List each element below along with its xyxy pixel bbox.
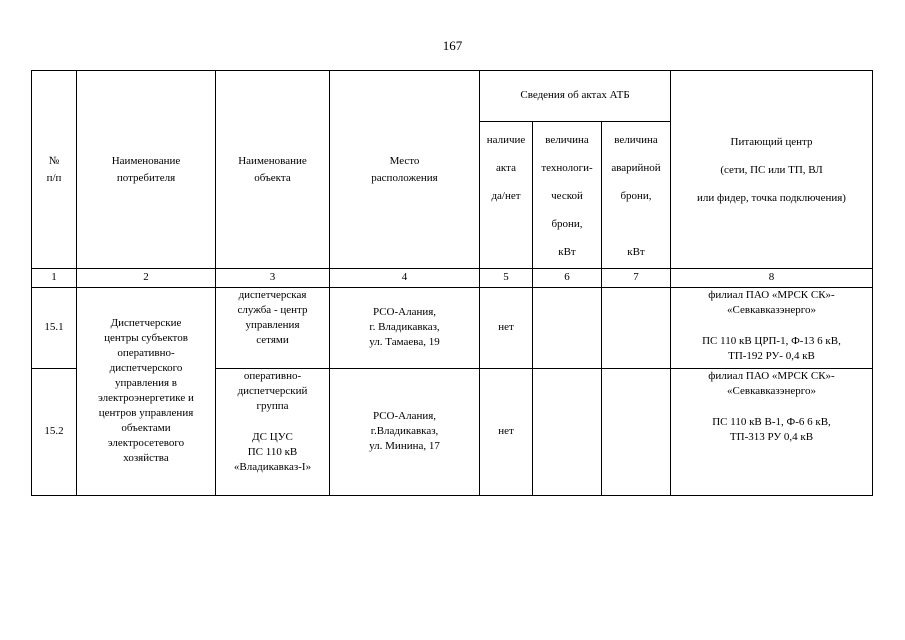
tech-reserve — [533, 287, 602, 368]
header-text: аварийной — [611, 161, 661, 174]
cell-text: ПС 110 кВ ЦРП-1, Ф-13 6 кВ, — [702, 334, 841, 347]
header-act — [480, 121, 533, 268]
header-text: технологи- — [541, 161, 593, 174]
header-text: Наименование — [238, 154, 307, 167]
cell-text: «Владикавказ-I» — [233, 460, 312, 473]
cell-text: Диспетчерские — [110, 317, 182, 330]
header-tech-reserve — [533, 121, 602, 268]
cell-text: хозяйства — [123, 452, 169, 465]
header-emergency-reserve — [602, 121, 671, 268]
header-text: Место — [389, 154, 420, 167]
cell-text: электроэнергетике и — [98, 392, 194, 405]
header-atb-group — [480, 71, 671, 122]
act-available: нет — [480, 368, 533, 495]
column-number: 6 — [533, 269, 602, 287]
cell-text: служба - центр — [237, 303, 308, 316]
column-number: 2 — [77, 269, 216, 287]
column-number: 4 — [330, 269, 480, 287]
cell-text: сетями — [256, 333, 289, 346]
cell-text: управления в — [115, 377, 177, 390]
cell-text: ДС ЦУС — [252, 430, 293, 443]
cell-text: оперативно- — [117, 347, 175, 360]
supply-center — [671, 368, 873, 495]
header-supply — [671, 71, 873, 269]
cell-text: «Севкавказэнерго» — [727, 384, 816, 397]
cell-text: группа — [256, 399, 289, 412]
row-number: 15.2 — [32, 368, 77, 495]
header-text: п/п — [46, 171, 62, 184]
cell-text: г. Владикавказ, — [369, 321, 440, 334]
header-text: ческой — [551, 189, 583, 202]
header-no — [32, 71, 77, 269]
cell-text: РСО-Алания, — [372, 410, 437, 423]
object-name — [216, 287, 330, 368]
cell-text: филиал ПАО «МРСК СК»- — [708, 369, 835, 382]
header-text: акта — [496, 161, 516, 174]
cell-text: центров управления — [98, 407, 194, 420]
header-text: да/нет — [491, 189, 521, 202]
header-text: величина — [614, 133, 658, 146]
header-text: или фидер, точка подключения) — [697, 191, 846, 204]
cell-text: центры субъектов — [104, 332, 188, 345]
cell-text: «Севкавказэнерго» — [727, 303, 816, 316]
cell-text: ул. Тамаева, 19 — [369, 336, 440, 349]
cell-text: РСО-Алания, — [372, 306, 437, 319]
header-text: Сведения об актах АТБ — [520, 89, 630, 102]
cell-text: объектами — [121, 422, 171, 435]
header-text: № — [48, 154, 60, 167]
header-text: наличие — [486, 133, 526, 146]
column-number: 3 — [216, 269, 330, 287]
emergency-reserve — [602, 368, 671, 495]
header-text: потребителя — [116, 171, 176, 184]
supply-center — [671, 287, 873, 368]
cell-text: ПС 110 кВ — [247, 445, 298, 458]
header-text: расположения — [371, 171, 438, 184]
location — [330, 368, 480, 495]
cell-text: ТП-313 РУ 0,4 кВ — [729, 430, 814, 443]
cell-text: филиал ПАО «МРСК СК»- — [708, 288, 835, 301]
cell-text: ПС 110 кВ В-1, Ф-6 6 кВ, — [712, 415, 831, 428]
header-location — [330, 71, 480, 269]
object-name — [216, 368, 330, 495]
cell-spacer — [673, 318, 870, 334]
cell-spacer — [673, 399, 870, 415]
cell-text: диспетчерская — [238, 288, 307, 301]
cell-text: управления — [245, 318, 300, 331]
row-number: 15.1 — [32, 287, 77, 368]
header-text: кВт — [558, 245, 576, 258]
page-number: 167 — [442, 38, 463, 53]
column-number: 5 — [480, 269, 533, 287]
header-text — [604, 210, 668, 238]
tech-reserve — [533, 368, 602, 495]
column-number: 8 — [671, 269, 873, 287]
data-table — [31, 70, 873, 496]
header-object — [216, 71, 330, 269]
header-text: (сети, ПС или ТП, ВЛ — [720, 163, 823, 176]
header-text: Наименование — [111, 154, 181, 167]
header-text: брони, — [551, 217, 583, 230]
column-number: 7 — [602, 269, 671, 287]
cell-text: электросетевого — [107, 437, 185, 450]
table-row — [32, 287, 873, 368]
header-text: кВт — [627, 245, 645, 258]
cell-text: диспетчерский — [237, 384, 308, 397]
act-available: нет — [480, 287, 533, 368]
cell-text: ул. Минина, 17 — [369, 440, 440, 453]
cell-spacer — [218, 414, 327, 430]
cell-text: г.Владикавказ, — [370, 425, 439, 438]
emergency-reserve — [602, 287, 671, 368]
cell-text: диспетчерского — [109, 362, 183, 375]
header-text: величина — [545, 133, 589, 146]
header-text: брони, — [620, 189, 652, 202]
consumer-name — [77, 287, 216, 495]
header-text: объекта — [254, 171, 291, 184]
header-consumer — [77, 71, 216, 269]
header-text: Питающий центр — [730, 135, 813, 148]
cell-text: оперативно- — [243, 369, 302, 382]
column-number: 1 — [32, 269, 77, 287]
location — [330, 287, 480, 368]
cell-text: ТП-192 РУ- 0,4 кВ — [728, 349, 815, 362]
